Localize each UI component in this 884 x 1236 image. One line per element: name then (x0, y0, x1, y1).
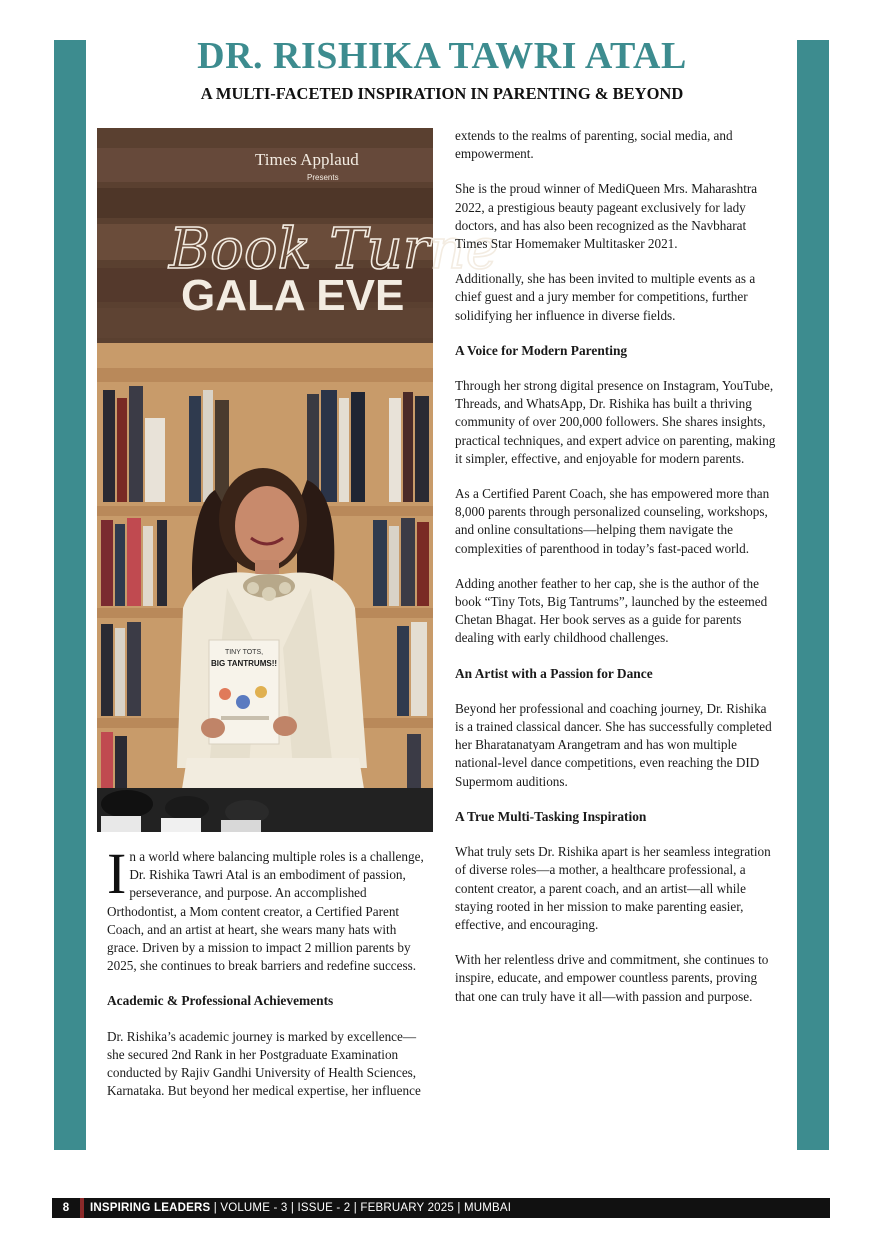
footer-text (84, 1202, 511, 1214)
intro-text: n a world where balancing multiple roles is a challenge, Dr. Rishika Tawri Atal is an embodiment of passion, perseverance, and purpose. An accomplished Orthodontist, a Mom content creator, a Certified Parent Coach, and an artist at heart, she wears many hats with grace. Driven by a mission to impact 2 million parents by 2025, she continues to break barriers and redefine success. (107, 849, 424, 974)
sign-event-text: GALA EVE (181, 271, 405, 320)
sign-presents-text: Presents (307, 173, 339, 182)
parenting-heading: A Voice for Modern Parenting (455, 342, 628, 358)
left-accent-bar (54, 40, 86, 1150)
portrait-photo (97, 128, 499, 832)
page-number: 8 (62, 1202, 70, 1214)
academic-paragraph-1-continued: extends to the realms of parenting, social media, and empowerment. (455, 128, 733, 162)
academic-heading: Academic & Professional Achievements (107, 993, 334, 1009)
sign-script-text: Book Turne (169, 217, 499, 282)
book-title-line2: BIG TANTRUMS!! (210, 659, 278, 668)
page-footer (52, 1198, 830, 1218)
parenting-paragraph-1: Through her strong digital presence on Instagram, YouTube, Threads, and WhatsApp, Dr. Rishika has built a thriving community of over 200,000 followers. She shares insights, practical techniques, and expert advice on parenting, making it simpler, effective, and enjoyable for modern parents. (455, 378, 776, 466)
academic-paragraph-3: Additionally, she has been invited to multiple events as a chief guest and a jury member for competitions, further solidifying her influence in diverse fields. (455, 271, 756, 323)
sign-brand-text: Times Applaud (255, 150, 359, 169)
multitask-paragraph-1: What truly sets Dr. Rishika apart is her seamless integration of diverse roles—a mother, a healthcare professional, a content creator, a parent coach, and an artist—all while staying rooted in her mission to make parenting easier, effective, and encouraging. (455, 844, 771, 932)
right-accent-bar (797, 40, 829, 1150)
right-column (455, 127, 778, 1023)
academic-paragraph-1: Dr. Rishika’s academic journey is marked by excellence—she secured 2nd Rank in her Postgraduate Examination conducted by Rajiv Gandhi University of Health Sciences, Karnataka. But beyond her medical expertise, her influence (107, 1028, 421, 1099)
dance-heading: An Artist with a Passion for Dance (455, 665, 653, 681)
footer-issue-info: | VOLUME - 3 | ISSUE - 2 | FEBRUARY 2025 | MUMBAI (210, 1202, 512, 1214)
multitask-heading: A True Multi-Tasking Inspiration (455, 808, 647, 824)
dance-paragraph-1: Beyond her professional and coaching journey, Dr. Rishika is a trained classical dancer. She has successfully completed her Bharatanatyam Arangetram and has won multiple national-level dance competitions, even reaching the DID Supermom auditions. (455, 700, 772, 789)
parenting-paragraph-3: Adding another feather to her cap, she is the author of the book “Tiny Tots, Big Tantrums”, launched by the esteemed Chetan Bhagat. Her book serves as a guide for parents dealing with early childhood challenges. (455, 575, 768, 646)
book-title-line1: TINY TOTS, (224, 649, 264, 656)
academic-paragraph-2: She is the proud winner of MediQueen Mrs. Maharashtra 2022, a prestigious beauty pageant exclusively for lady doctors, and has also been recognized as the Navbharat Times Star Homemaker Multitasker 2021. (455, 181, 758, 252)
article-subtitle: A MULTI-FACETED INSPIRATION IN PARENTING & BEYOND (200, 84, 684, 103)
drop-cap: I (107, 841, 127, 906)
intro-paragraph (107, 841, 425, 975)
article-title: DR. RISHIKA TAWRI ATAL (197, 35, 687, 77)
footer-brand: INSPIRING LEADERS (90, 1202, 211, 1214)
left-column (107, 841, 425, 1117)
multitask-paragraph-2: With her relentless drive and commitment, she continues to inspire, educate, and empower countless parents, proving that one can truly have it all—with passion and purpose. (455, 952, 769, 1004)
parenting-paragraph-2: As a Certified Parent Coach, she has empowered more than 8,000 parents through personalized counseling, workshops, and online consultations—helping them navigate the complexities of parenthood in today’s fast-paced world. (455, 486, 770, 556)
